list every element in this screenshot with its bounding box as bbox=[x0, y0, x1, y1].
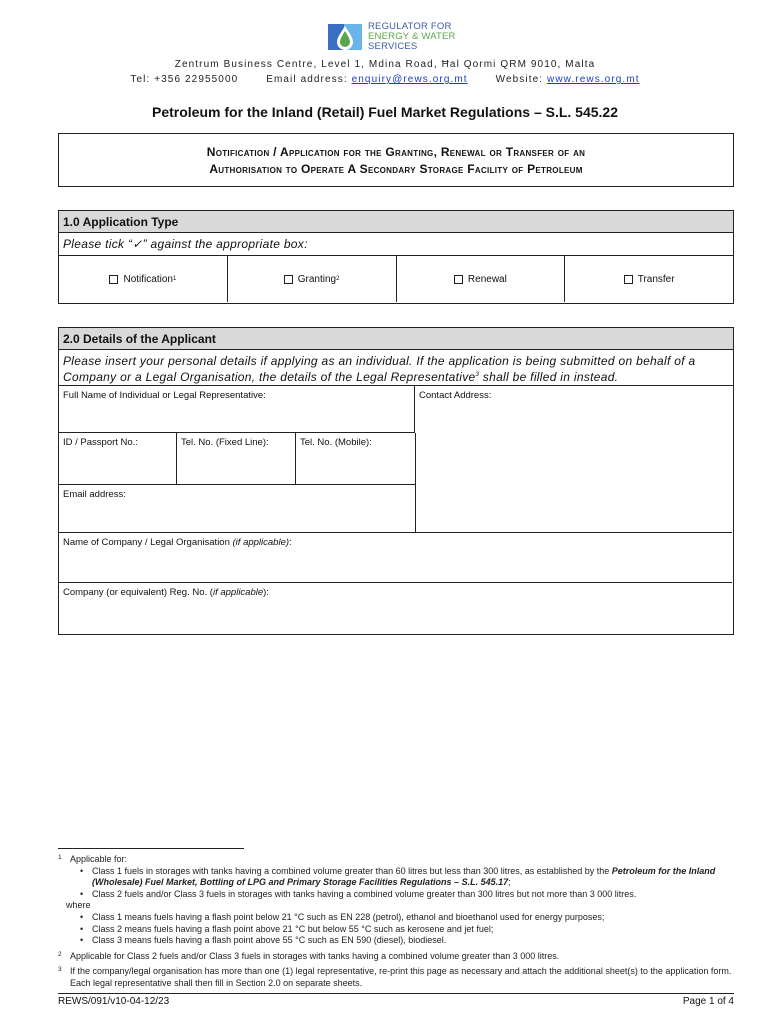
notification-label: Notification bbox=[123, 273, 173, 285]
footnote-3-text: If the company/legal organisation has more than one (1) legal representative, re-print this page as necessary and attach the additional sheet(s) to the application form. Each legal representative shall then fill in Section 2.0 on separate sheets. bbox=[70, 966, 732, 988]
contact-address-label: Contact Address: bbox=[419, 390, 492, 401]
email-field[interactable] bbox=[59, 485, 416, 532]
instruction-text-b: shall be filled in instead. bbox=[479, 370, 619, 384]
renewal-checkbox[interactable] bbox=[454, 275, 463, 284]
logo-line-3: SERVICES bbox=[368, 41, 418, 52]
section-1-instruction: Please tick “✓” against the appropriate box: bbox=[59, 233, 733, 256]
footnote-1: 1 Applicable for: bbox=[58, 854, 128, 864]
logo-wordmark bbox=[368, 22, 456, 52]
granting-footnote-ref: 2 bbox=[336, 276, 340, 282]
id-passport-field[interactable] bbox=[59, 433, 177, 485]
footnotes bbox=[58, 854, 738, 990]
website-link[interactable]: www.rews.org.mt bbox=[547, 74, 640, 85]
full-name-field[interactable] bbox=[59, 386, 415, 433]
page-number: Page 1 of 4 bbox=[682, 996, 734, 1007]
email-link[interactable]: enquiry@rews.org.mt bbox=[351, 74, 468, 85]
granting-label: Granting bbox=[297, 273, 337, 285]
company-name-field[interactable]: Name of Company / Legal Organisation (if applicable): bbox=[59, 532, 732, 582]
company-name-note: (if applicable) bbox=[232, 537, 290, 548]
transfer-label: Transfer bbox=[637, 273, 675, 285]
email-label: Email address: bbox=[266, 74, 352, 85]
granting-checkbox[interactable] bbox=[284, 275, 293, 284]
class-1-definition: • Class 1 means fuels having a flash point below 21 °C such as EN 228 (petrol), ethanol and bioethanol used for energy purposes; bbox=[58, 912, 738, 924]
footnote-1-bullet-2: • Class 2 fuels and/or Class 3 fuels in storages with tanks having a combined volume greater than 300 litres but not more than 3 000 litres. bbox=[58, 889, 738, 901]
full-name-label: Full Name of Individual or Legal Representative: bbox=[63, 390, 266, 401]
form-title-line-1: Notification / Application for the Granting, Renewal or Transfer of an bbox=[206, 145, 586, 159]
section-2-heading: 2.0 Details of the Applicant bbox=[59, 328, 733, 350]
company-reg-label: Company (or equivalent) Reg. No. ( bbox=[63, 587, 213, 598]
class-2-definition: • Class 2 means fuels having a flash point above 21 °C but below 55 °C such as kerosene and jet fuel; bbox=[58, 924, 738, 936]
option-transfer[interactable] bbox=[565, 256, 733, 302]
section-2-instruction bbox=[59, 350, 733, 386]
company-reg-note: if applicable bbox=[212, 587, 264, 598]
id-passport-label: ID / Passport No.: bbox=[63, 437, 138, 448]
tel-fixed-label: Tel. No. (Fixed Line): bbox=[181, 437, 269, 448]
class-3-definition: • Class 3 means fuels having a flash point above 55 °C such as EN 590 (diesel), biodiesel. bbox=[58, 935, 738, 947]
option-renewal[interactable] bbox=[397, 256, 566, 302]
contact-line bbox=[0, 74, 770, 85]
instruction-text-a: Please insert your personal details if applying as an individual. If the application is being submitted on behalf of a Company or a Legal Organisation, the details of the Legal Representative bbox=[63, 354, 696, 384]
tel-mobile-label: Tel. No. (Mobile): bbox=[300, 437, 372, 448]
form-title-line-2: Authorisation to Operate A Secondary Storage Facility of Petroleum bbox=[209, 162, 583, 176]
water-drop-logo-icon bbox=[328, 22, 362, 52]
footnote-3: 3 If the company/legal organisation has more than one (1) legal representative, re-print this page as necessary and attach the additional sheet(s) to the application form. Each legal representative shall then fill in Section 2.0 on separate sheets. bbox=[58, 966, 732, 988]
logo-line-2a: ENERGY bbox=[368, 31, 410, 42]
company-reg-field[interactable] bbox=[59, 582, 732, 632]
transfer-checkbox[interactable] bbox=[624, 275, 633, 284]
footnote-separator bbox=[58, 848, 244, 849]
logo-line-2b: & WATER bbox=[409, 31, 456, 42]
footnote-1-bullet-1-text: Class 1 fuels in storages with tanks having a combined volume greater than 60 litres but less than 300 litres, as established by the bbox=[92, 865, 612, 876]
section-applicant-details bbox=[58, 327, 734, 635]
application-type-options bbox=[59, 256, 733, 302]
form-title-box bbox=[58, 133, 734, 187]
footnote-1-bullet-1-end: ; bbox=[508, 877, 511, 888]
footnote-1-intro: Applicable for: bbox=[70, 854, 128, 864]
tel-mobile-field[interactable] bbox=[296, 433, 416, 485]
applicant-details-grid bbox=[59, 386, 733, 634]
email-field-label: Email address: bbox=[63, 489, 126, 500]
instruction-footnote-ref: 3 bbox=[475, 372, 480, 378]
section-1-heading: 1.0 Application Type bbox=[59, 211, 733, 233]
company-reg-label-end: ): bbox=[263, 587, 269, 598]
form-title bbox=[59, 144, 733, 178]
telephone: Tel: +356 22955000 bbox=[130, 74, 239, 85]
footnote-2-text: Applicable for Class 2 fuels and/or Class 3 fuels in storages with tanks having a combined volume greater than 3 000 litres. bbox=[70, 950, 560, 961]
notification-footnote-ref: 1 bbox=[172, 276, 177, 282]
section-application-type bbox=[58, 210, 734, 304]
footnote-1-bullet-1 bbox=[58, 866, 738, 889]
option-granting[interactable] bbox=[228, 256, 397, 302]
logo-line-1: REGULATOR FOR bbox=[368, 21, 452, 32]
renewal-label: Renewal bbox=[467, 273, 507, 285]
contact-address-field[interactable] bbox=[415, 386, 732, 532]
option-notification[interactable] bbox=[59, 256, 228, 302]
document-title: Petroleum for the Inland (Retail) Fuel Market Regulations – S.L. 545.22 bbox=[152, 104, 618, 120]
footer-rule bbox=[58, 993, 734, 994]
footnote-1-where: where bbox=[66, 900, 91, 911]
company-name-label: Name of Company / Legal Organisation bbox=[63, 537, 233, 548]
footnote-2: 2 Applicable for Class 2 fuels and/or Class 3 fuels in storages with tanks having a combined volume greater than 3 000 litres. bbox=[58, 950, 560, 961]
postal-address: Zentrum Business Centre, Level 1, Mdina Road, Ħal Qormi QRM 9010, Malta bbox=[174, 59, 596, 70]
notification-checkbox[interactable] bbox=[109, 275, 118, 284]
form-code: REWS/091/v10-04-12/23 bbox=[58, 996, 170, 1007]
rews-logo bbox=[328, 22, 478, 54]
tel-fixed-field[interactable] bbox=[177, 433, 296, 485]
website-label: Website: bbox=[495, 74, 547, 85]
regulation-reference: Petroleum for the Inland (Wholesale) Fuel Market, Bottling of LPG and Primary Storage Facilities Regulations – S.L. 545.17 bbox=[92, 865, 716, 888]
